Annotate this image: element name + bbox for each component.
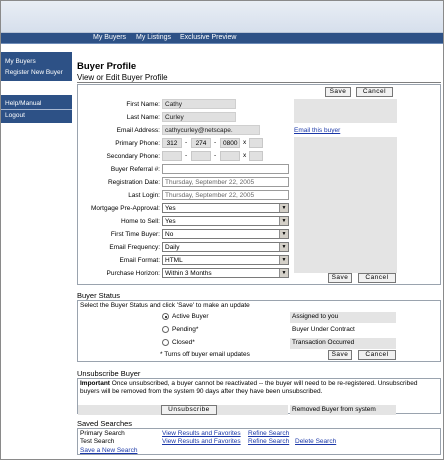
first-time-label: First Time Buyer:: [110, 231, 160, 238]
closed-desc: Transaction Occurred: [292, 339, 355, 346]
nav-exclusive-preview[interactable]: Exclusive Preview: [180, 34, 237, 41]
unsubscribe-note: Removed Buyer from system: [292, 406, 376, 413]
home-sell-label: Home to Sell:: [120, 218, 160, 225]
horizon-value: Within 3 Months: [165, 270, 212, 277]
home-sell-row: [78, 216, 292, 228]
first-name-label: First Name:: [126, 101, 160, 108]
saved-searches-box: [77, 428, 441, 455]
unsubscribe-important: Important: [80, 380, 110, 387]
mortgage-row: [78, 203, 292, 215]
unsubscribe-text: Once unsubscribed, a buyer cannot be reactivated -- the buyer will need to be re-registered. Unsubscribed buyers will be removed from the system 90 days after they have been unsubscribed.: [80, 380, 418, 395]
primary-phone-mid[interactable]: 274: [191, 138, 211, 148]
side-info-box: [294, 99, 397, 123]
reg-date-label: Registration Date:: [107, 179, 160, 186]
delete-search-link[interactable]: Delete Search: [295, 438, 337, 445]
email-buyer-link[interactable]: Email this buyer: [294, 127, 341, 134]
primary-phone-area[interactable]: 312: [162, 138, 182, 148]
phone-ext-x: x: [243, 139, 247, 146]
chevron-down-icon[interactable]: ▼: [279, 243, 288, 251]
header-banner: [1, 1, 443, 33]
email-freq-value: Daily: [165, 244, 180, 251]
unsubscribe-text-block: [80, 380, 438, 396]
sidebar-item-help[interactable]: Help/Manual: [5, 100, 42, 107]
search-row-name: Primary Search: [80, 430, 125, 437]
refine-search-link[interactable]: Refine Search: [248, 430, 290, 437]
secondary-phone-last[interactable]: [220, 151, 240, 161]
sidebar-item-logout[interactable]: Logout: [5, 112, 25, 119]
reg-date-field: Thursday, September 22, 2005: [162, 177, 289, 187]
home-sell-value: Yes: [165, 218, 176, 225]
chevron-down-icon[interactable]: ▼: [279, 269, 288, 277]
first-name-row: [78, 99, 292, 111]
phone-dash: -: [185, 152, 188, 159]
sidebar-spacer: [1, 81, 72, 95]
mortgage-value: Yes: [165, 205, 176, 212]
radio-pending[interactable]: [162, 326, 169, 333]
secondary-phone-row: [78, 151, 292, 163]
last-name-row: [78, 112, 292, 124]
unsubscribe-button[interactable]: Unsubscribe: [161, 405, 217, 415]
save-button-bottom[interactable]: Save: [328, 273, 352, 283]
horizon-label: Purchase Horizon:: [106, 270, 160, 277]
mortgage-select[interactable]: [162, 203, 289, 213]
secondary-phone-ext[interactable]: [249, 151, 263, 161]
referral-row: [78, 164, 292, 176]
refine-search-link[interactable]: Refine Search: [248, 438, 290, 445]
sidebar: [1, 52, 72, 123]
last-login-label: Last Login:: [128, 192, 160, 199]
reg-date-row: [78, 177, 292, 189]
status-instruction: Select the Buyer Status and click 'Save' to make an update: [80, 302, 250, 309]
primary-phone-label: Primary Phone:: [115, 140, 160, 147]
home-sell-select[interactable]: [162, 216, 289, 226]
primary-phone-row: [78, 138, 292, 150]
last-name-label: Last Name:: [126, 114, 160, 121]
status-footnote: * Turns off buyer email updates: [160, 351, 250, 358]
email-format-value: HTML: [165, 257, 183, 264]
radio-closed[interactable]: [162, 339, 169, 346]
secondary-phone-area[interactable]: [162, 151, 182, 161]
active-buyer-desc: Assigned to you: [292, 313, 339, 320]
first-time-row: [78, 229, 292, 241]
chevron-down-icon[interactable]: ▼: [279, 230, 288, 238]
referral-label: Buyer Referral #:: [110, 166, 160, 173]
email-format-select[interactable]: [162, 255, 289, 265]
top-nav: [1, 33, 443, 44]
first-time-select[interactable]: [162, 229, 289, 239]
nav-my-buyers[interactable]: My Buyers: [93, 34, 127, 41]
horizon-select[interactable]: [162, 268, 289, 278]
search-row-name: Test Search: [80, 438, 115, 445]
email-label: Email Address:: [116, 127, 160, 134]
chevron-down-icon[interactable]: ▼: [279, 217, 288, 225]
first-name-field[interactable]: Cathy: [162, 99, 236, 109]
email-freq-label: Email Frequency:: [109, 244, 160, 251]
save-button-top[interactable]: Save: [325, 87, 351, 97]
cancel-button-top[interactable]: Cancel: [356, 87, 393, 97]
primary-phone-last[interactable]: 0800: [220, 138, 240, 148]
phone-dash: -: [185, 139, 188, 146]
horizon-row: [78, 268, 292, 280]
last-login-row: [78, 190, 292, 202]
email-field[interactable]: cathycurley@netscape.: [162, 125, 260, 135]
view-results-link[interactable]: View Results and Favorites: [162, 430, 241, 437]
sidebar-item-my-buyers[interactable]: My Buyers: [5, 58, 36, 65]
profile-panel: [77, 84, 441, 285]
status-cancel-button[interactable]: Cancel: [358, 350, 396, 360]
phone-dash: -: [214, 139, 217, 146]
unsubscribe-box: [77, 378, 441, 414]
email-format-label: Email Format:: [119, 257, 160, 264]
last-name-field[interactable]: Curley: [162, 112, 236, 122]
unsubscribe-title: Unsubscribe Buyer: [77, 369, 141, 378]
saved-searches-title: Saved Searches: [77, 419, 133, 428]
closed-label: Closed*: [172, 339, 195, 346]
first-time-value: No: [165, 231, 174, 238]
buyer-status-box: [77, 300, 441, 362]
email-format-row: [78, 255, 292, 267]
side-info-box-lower: [294, 137, 397, 273]
view-results-link[interactable]: View Results and Favorites: [162, 438, 241, 445]
sidebar-main-block: [1, 52, 72, 81]
email-row: [78, 125, 292, 137]
secondary-phone-label: Secondary Phone:: [106, 153, 160, 160]
page-title: Buyer Profile: [77, 61, 137, 72]
chevron-down-icon[interactable]: ▼: [279, 256, 288, 264]
sidebar-help-block: [1, 95, 72, 123]
buyer-status-title: Buyer Status: [77, 291, 120, 300]
status-save-button[interactable]: Save: [328, 350, 352, 360]
cancel-button-bottom[interactable]: Cancel: [358, 273, 396, 283]
pending-label: Pending*: [172, 326, 199, 333]
phone-ext-x: x: [243, 152, 247, 159]
nav-my-listings[interactable]: My Listings: [136, 34, 172, 41]
phone-dash: -: [214, 152, 217, 159]
email-freq-row: [78, 242, 292, 254]
email-freq-select[interactable]: [162, 242, 289, 252]
page-subtitle: View or Edit Buyer Profile: [77, 73, 168, 82]
referral-input[interactable]: [162, 164, 289, 174]
save-new-search-link[interactable]: Save a New Search: [80, 447, 138, 454]
sidebar-item-register-new-buyer[interactable]: Register New Buyer: [5, 69, 63, 76]
secondary-phone-mid[interactable]: [191, 151, 211, 161]
primary-phone-ext[interactable]: [249, 138, 263, 148]
radio-active-buyer[interactable]: [162, 313, 169, 320]
last-login-field: Thursday, September 22, 2005: [162, 190, 289, 200]
pending-desc: Buyer Under Contract: [292, 326, 355, 333]
mortgage-label: Mortgage Pre-Approval:: [90, 205, 160, 212]
active-buyer-label: Active Buyer: [172, 313, 209, 320]
section-divider: [77, 82, 441, 83]
chevron-down-icon[interactable]: ▼: [279, 204, 288, 212]
